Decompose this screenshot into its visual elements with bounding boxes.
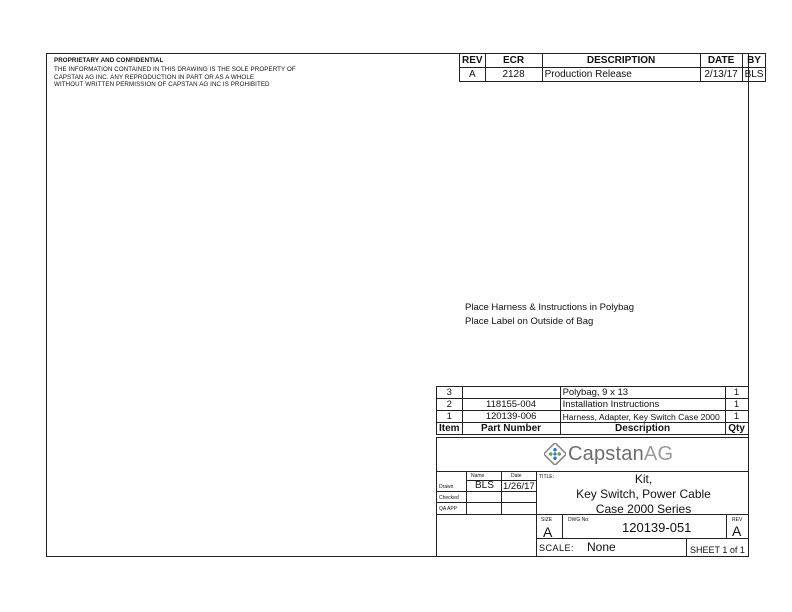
bom-item: 2: [437, 399, 463, 411]
bom-qty: 1: [725, 411, 748, 423]
scale-label: SCALE:: [539, 543, 575, 553]
date-column-label: Date: [511, 473, 522, 479]
qty-header: Qty: [725, 423, 748, 435]
ecr-cell: 2128: [485, 68, 542, 82]
ecr-header: ECR: [485, 54, 542, 68]
confidential-notice: [54, 66, 296, 89]
divider: [562, 514, 563, 538]
sheet-number: SHEET 1 of 1: [690, 545, 745, 555]
qa-app-label: QA APP: [439, 506, 458, 512]
revision-header-row: [460, 54, 766, 68]
note-line: Place Label on Outside of Bag: [465, 316, 594, 327]
revision-row: [460, 68, 766, 82]
drawing-title-line: Case 2000 Series: [595, 502, 692, 516]
bom-row: [437, 411, 749, 423]
confidential-title: PROPRIETARY AND CONFIDENTIAL: [54, 57, 164, 64]
bom-part-number: [462, 387, 560, 399]
date-header: DATE: [700, 54, 742, 68]
dwg-number: 120139-051: [622, 520, 692, 535]
bom-description: Polybag, 9 x 13: [560, 387, 725, 399]
confidential-line: WITHOUT WRITTEN PERMISSION OF CAPSTAN AG INC IS PROHIBITED: [54, 81, 270, 89]
divider: [436, 502, 536, 503]
size-value: A: [543, 524, 553, 540]
rev-header: REV: [460, 54, 486, 68]
drawing-title-line: Key Switch, Power Cable: [576, 487, 711, 501]
part-number-header: Part Number: [462, 423, 560, 435]
rev-value: A: [732, 523, 742, 539]
capstan-logo-icon: [544, 443, 566, 465]
drawn-date: 1/26/17: [503, 481, 535, 492]
bom-row: [437, 387, 749, 399]
drawn-by: BLS: [475, 480, 494, 491]
description-header: Description: [560, 423, 725, 435]
logo-text-main: Capstan: [568, 443, 644, 465]
bom-item: 3: [437, 387, 463, 399]
bom-description: Harness, Adapter, Key Switch Case 2000: [560, 411, 725, 423]
divider: [536, 471, 537, 557]
company-logo: [568, 443, 673, 466]
logo-text-ag: AG: [643, 443, 674, 465]
checked-label: Checked: [439, 495, 459, 501]
confidential-line: THE INFORMATION CONTAINED IN THIS DRAWING IS THE SOLE PROPERTY OF: [54, 66, 296, 73]
drawing-title-line: Kit,: [634, 472, 653, 486]
rev-label: REV: [732, 517, 743, 523]
divider: [501, 471, 502, 514]
note-line: Place Harness & Instructions in Polybag: [465, 302, 634, 313]
bom-header-row: [437, 423, 749, 435]
bom-qty: 1: [725, 387, 748, 399]
divider: [686, 538, 687, 557]
date-cell: 2/13/17: [700, 68, 742, 82]
scale-value: None: [587, 540, 616, 554]
bom-description: Installation Instructions: [560, 399, 725, 411]
divider: [466, 471, 467, 514]
divider: [536, 538, 749, 539]
description-header: DESCRIPTION: [542, 54, 700, 68]
bom-item: 1: [437, 411, 463, 423]
by-header: BY: [742, 54, 766, 68]
drawn-label: Drawn: [439, 484, 454, 490]
bom-table: [436, 386, 749, 435]
bom-row: [437, 399, 749, 411]
name-column-label: Name: [471, 473, 485, 479]
by-cell: BLS: [742, 68, 766, 82]
revision-table: [459, 53, 766, 82]
confidential-line: CAPSTAN AG INC. ANY REPRODUCTION IN PART OR AS A WHOLE: [54, 73, 255, 81]
dwg-number-label: DWG No:: [568, 517, 590, 523]
bom-part-number: 118155-004: [462, 399, 560, 411]
rev-cell: A: [460, 68, 486, 82]
divider: [726, 514, 727, 538]
size-label: SIZE: [541, 517, 553, 523]
bom-qty: 1: [725, 399, 748, 411]
title-label: TITLE:: [539, 474, 555, 480]
description-cell: Production Release: [542, 68, 700, 82]
bom-part-number: 120139-006: [462, 411, 560, 423]
item-header: Item: [437, 423, 463, 435]
